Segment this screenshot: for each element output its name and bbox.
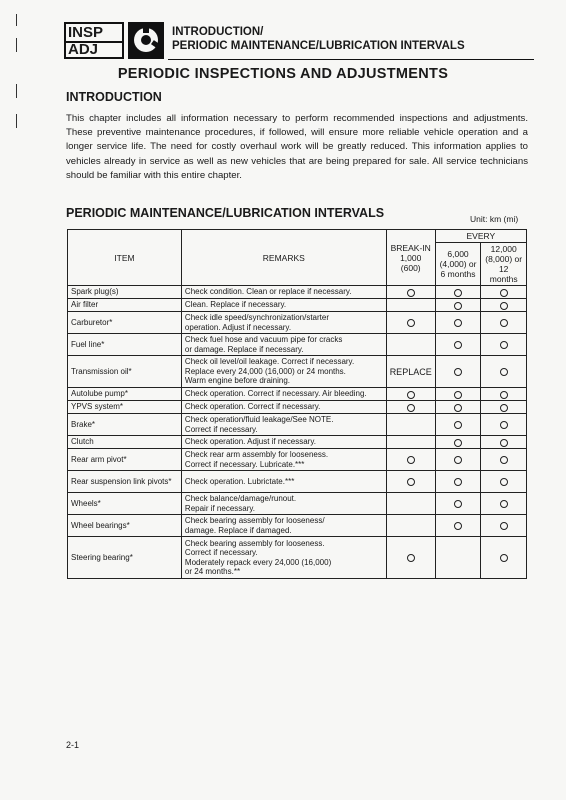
remarks-cell [181, 356, 386, 388]
break-in-cell [386, 312, 435, 334]
circle-mark-icon [500, 554, 508, 562]
circle-mark-icon [500, 478, 508, 486]
intro-heading: INTRODUCTION [66, 90, 162, 104]
c12000-cell [481, 414, 527, 436]
page-header [64, 22, 534, 62]
c6000-cell [435, 471, 481, 493]
c6000-cell [435, 334, 481, 356]
break-in-cell [386, 449, 435, 471]
circle-mark-icon [454, 289, 462, 297]
remarks-cell [181, 537, 386, 579]
item-cell: YPVS system* [68, 401, 182, 414]
circle-mark-icon [454, 456, 462, 464]
c6000-months: 6 months [440, 269, 476, 279]
circle-mark-icon [407, 391, 415, 399]
remarks-line: or damage. Replace if necessary. [184, 344, 304, 354]
item-cell: Rear suspension link pivots* [68, 471, 182, 493]
item-cell: Wheels* [68, 493, 182, 515]
c12000-cell [481, 493, 527, 515]
col-header-break-in [386, 230, 435, 286]
circle-mark-icon [454, 341, 462, 349]
remarks-line: Check bearing assembly for looseness/ [184, 516, 325, 525]
remarks-line: Check idle speed/synchronization/starter [184, 313, 329, 322]
c12000-distance: 12,000 [490, 244, 517, 254]
header-rule [168, 59, 534, 60]
circle-mark-icon [454, 391, 462, 399]
c12000-cell [481, 436, 527, 449]
remarks-line: Repair if necessary. [184, 503, 256, 513]
break-in-label: BREAK-IN [390, 242, 431, 253]
c12000-cell [481, 388, 527, 401]
c6000-cell [435, 493, 481, 515]
c6000-cell [435, 299, 481, 312]
break-in-cell [386, 401, 435, 414]
margin-mark [16, 84, 17, 98]
remarks-cell [181, 515, 386, 537]
table-row [68, 388, 527, 401]
page-title: PERIODIC INSPECTIONS AND ADJUSTMENTS [117, 66, 449, 82]
circle-mark-icon [500, 439, 508, 447]
col-header-6000 [435, 243, 481, 286]
remarks-line: Moderately repack every 24,000 (16,000) [184, 557, 332, 567]
break-in-cell [386, 334, 435, 356]
c12000-cell [481, 286, 527, 299]
item-cell: Transmission oil* [68, 356, 182, 388]
break-in-cell [386, 493, 435, 515]
table-row [68, 401, 527, 414]
circle-mark-icon [500, 522, 508, 530]
item-cell: Clutch [68, 436, 182, 449]
circle-mark-icon [500, 456, 508, 464]
c6000-distance: 6,000 [447, 249, 469, 259]
circle-mark-icon [407, 478, 415, 486]
col-header-12000 [481, 243, 527, 286]
c12000-miles: (8,000) or [485, 254, 523, 264]
maintenance-table [67, 229, 527, 579]
circle-mark-icon [500, 341, 508, 349]
remarks-cell [181, 471, 386, 493]
circle-mark-icon [500, 302, 508, 310]
circle-mark-icon [454, 500, 462, 508]
circle-mark-icon [500, 500, 508, 508]
circle-mark-icon [454, 439, 462, 447]
circle-mark-icon [454, 522, 462, 530]
remarks-line: Check operation. Correct if necessary. Air bleeding. [184, 389, 367, 399]
circle-mark-icon [500, 368, 508, 376]
c6000-cell [435, 356, 481, 388]
table-row [68, 515, 527, 537]
item-cell: Steering bearing* [68, 537, 182, 579]
table-row [68, 493, 527, 515]
c6000-cell [435, 286, 481, 299]
remarks-line: damage. Replace if damaged. [184, 525, 292, 535]
c6000-cell [435, 449, 481, 471]
circle-mark-icon [407, 456, 415, 464]
item-cell: Rear arm pivot* [68, 449, 182, 471]
remarks-cell [181, 286, 386, 299]
c12000-cell [481, 449, 527, 471]
remarks-cell [181, 312, 386, 334]
c12000-cell [481, 334, 527, 356]
remarks-line: Warm engine before draining. [184, 376, 291, 386]
c12000-cell [481, 401, 527, 414]
c12000-cell [481, 537, 527, 579]
unit-label: Unit: km (mi) [470, 214, 519, 224]
col-header-every: EVERY [435, 230, 526, 243]
break-in-distance: 1,000 [400, 252, 422, 263]
table-row [68, 449, 527, 471]
col-header-remarks: REMARKS [181, 230, 386, 286]
circle-mark-icon [454, 368, 462, 376]
remarks-line: Clean. Replace if necessary. [184, 300, 287, 310]
table-row [68, 312, 527, 334]
remarks-cell [181, 493, 386, 515]
c12000-months: 12 months [489, 264, 518, 284]
c12000-cell [481, 471, 527, 493]
item-cell: Spark plug(s) [68, 286, 182, 299]
margin-mark [16, 14, 17, 26]
table-row [68, 356, 527, 388]
break-in-cell: REPLACE [386, 356, 435, 388]
table-row [68, 334, 527, 356]
header-title [172, 25, 465, 53]
item-cell: Fuel line* [68, 334, 182, 356]
remarks-line: Check operation. Lubrictate.*** [184, 476, 295, 486]
c12000-cell [481, 356, 527, 388]
circle-mark-icon [407, 319, 415, 327]
maintenance-table-body [68, 286, 527, 579]
remarks-cell [181, 449, 386, 471]
remarks-cell [181, 334, 386, 356]
remarks-line: Check operation. Correct if necessary. [184, 402, 321, 412]
table-row [68, 299, 527, 312]
break-in-miles: (600) [400, 262, 421, 273]
col-header-item: ITEM [68, 230, 182, 286]
remarks-cell [181, 388, 386, 401]
break-in-cell [386, 414, 435, 436]
break-in-cell [386, 515, 435, 537]
c6000-cell [435, 436, 481, 449]
c6000-cell [435, 537, 481, 579]
circle-mark-icon [500, 289, 508, 297]
remarks-line: Replace every 24,000 (16,000) or 24 months. [184, 366, 346, 376]
remarks-line: Check operation/fluid leakage/See NOTE. [184, 415, 334, 424]
remarks-line: or 24 months.** [184, 567, 241, 576]
remarks-line: Check fuel hose and vacuum pipe for cracks [184, 335, 343, 344]
badge-line-2: ADJ [68, 41, 99, 58]
circle-mark-icon [454, 319, 462, 327]
item-cell: Wheel bearings* [68, 515, 182, 537]
header-title-line-2: PERIODIC MAINTENANCE/LUBRICATION INTERVALS [172, 40, 465, 52]
circle-mark-icon [454, 302, 462, 310]
remarks-line: Correct if necessary. [184, 424, 258, 434]
remarks-line: Check condition. Clean or replace if necessary. [184, 287, 352, 297]
break-in-cell [386, 286, 435, 299]
badge-line-1: INSP [68, 24, 104, 41]
margin-mark [16, 38, 17, 52]
circle-mark-icon [500, 421, 508, 429]
insp-adj-badge [64, 22, 124, 59]
circle-mark-icon [407, 404, 415, 412]
break-in-cell [386, 436, 435, 449]
c6000-cell [435, 515, 481, 537]
item-cell: Autolube pump* [68, 388, 182, 401]
margin-mark [16, 114, 17, 128]
remarks-line: Check rear arm assembly for looseness. [184, 450, 329, 459]
item-cell: Air filter [68, 299, 182, 312]
intro-paragraph: This chapter includes all information necessary to perform recommended inspections and adjustments. These preventive maintenance procedures, if followed, will ensure more reliable vehicle operation and a longer service life. The need for costly overhaul work will be greatly reduced. This information applies to vehicles already in service as well as new vehicles that are being prepared for sale. All service technicians should be familiar with this entire chapter. [66, 113, 528, 181]
item-cell: Brake* [68, 414, 182, 436]
table-row [68, 414, 527, 436]
remarks-line: Correct if necessary. Lubricate.*** [184, 459, 305, 469]
remarks-cell [181, 436, 386, 449]
remarks-cell [181, 401, 386, 414]
remarks-line: operation. Adjust if necessary. [184, 322, 292, 332]
remarks-line: Check oil level/oil leakage. Correct if necessary. [184, 357, 355, 367]
circle-mark-icon [454, 478, 462, 486]
c6000-cell [435, 312, 481, 334]
wrench-icon [128, 22, 164, 59]
circle-mark-icon [500, 391, 508, 399]
remarks-line: Check balance/damage/runout. [184, 494, 297, 503]
break-in-cell [386, 537, 435, 579]
break-in-cell [386, 299, 435, 312]
break-in-cell [386, 388, 435, 401]
c12000-cell [481, 299, 527, 312]
c6000-cell [435, 401, 481, 414]
remarks-line: Check bearing assembly for looseness. [184, 538, 325, 548]
remarks-line: Correct if necessary. [184, 548, 258, 557]
c6000-cell [435, 414, 481, 436]
header-title-line-1: INTRODUCTION/ [172, 26, 264, 38]
table-row [68, 286, 527, 299]
remarks-cell [181, 414, 386, 436]
c12000-cell [481, 515, 527, 537]
circle-mark-icon [407, 554, 415, 562]
c6000-miles: (4,000) or [439, 259, 477, 269]
c12000-cell [481, 312, 527, 334]
circle-mark-icon [500, 319, 508, 327]
circle-mark-icon [454, 421, 462, 429]
remarks-line: Check operation. Adjust if necessary. [184, 437, 316, 447]
remarks-cell [181, 299, 386, 312]
table-row [68, 471, 527, 493]
table-row [68, 436, 527, 449]
circle-mark-icon [454, 404, 462, 412]
circle-mark-icon [500, 404, 508, 412]
c6000-cell [435, 388, 481, 401]
table-row [68, 537, 527, 579]
intervals-heading: PERIODIC MAINTENANCE/LUBRICATION INTERVALS [66, 206, 385, 220]
break-in-cell [386, 471, 435, 493]
page-number: 2-1 [66, 740, 80, 750]
item-cell: Carburetor* [68, 312, 182, 334]
circle-mark-icon [407, 289, 415, 297]
